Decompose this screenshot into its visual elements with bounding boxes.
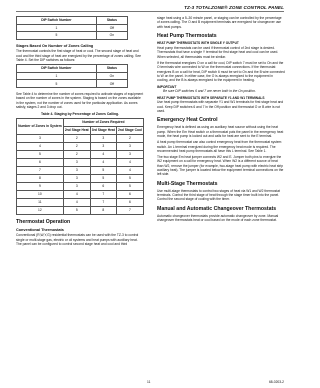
hp-single-y-text-2: If the thermostat energizes O on a call for cool, DIP switch 7 must be set to On and the O terminals wire connected to W on the thermostat connections. If the thermostat energizes B on a call for heat, DIP switch 6 must be set to On and the B wire connected to W on the panel. In either case, the O is always energized to the equipment in cooling, and the B is always energized to the equipment in heating.: [157, 61, 285, 83]
table-cell: 9: [17, 182, 64, 190]
table-cell: 4: [116, 166, 143, 174]
table-cell: 5: [17, 32, 97, 40]
table-cell: 7: [90, 198, 116, 206]
table-cell: 4: [90, 150, 116, 158]
right-intro-text: stage heat using a 5–30 minute panel, or staging can be controlled by the percentage of zones calling. The O and B equipment terminals are energized for changeover use with heat pumps.: [157, 16, 282, 29]
table-cell: 5: [116, 174, 143, 182]
table-cell: 3: [63, 174, 90, 182]
emergency-heat-text-3: The two stage Em heat jumper connects W2 and E. Jumper both pins to energize the W2 equipment on a call for emergency heat. When W2 is a different source of heat than W2, remove the jumper (for example, two-stage heat pump with electric heat strip auxiliary heat). The jumper is located below the equipment terminal connections on the left side.: [157, 155, 284, 177]
heat-pump-heading: Heat Pump Thermostats: [157, 32, 217, 39]
table-cell: 7: [17, 166, 64, 174]
table-row: [17, 182, 144, 190]
table-row: [17, 158, 144, 166]
table-cell: 8: [17, 174, 64, 182]
hp-separate-heading: HEAT PUMP THERMOSTATS WITH SEPARATE Y1 AND W1 TERMINALS: [157, 95, 265, 100]
table-cell: 3: [63, 166, 90, 174]
header-rule: [16, 11, 284, 12]
table-cell: 4: [90, 158, 116, 166]
table-cell: 7: [116, 206, 143, 214]
document-code: 68-0203-2: [268, 380, 284, 384]
table-cell: 3: [90, 135, 116, 143]
table-row: [17, 198, 144, 206]
page-header: [0, 0, 300, 14]
page-number: 11: [147, 380, 151, 384]
t4-col0-header: Number of Zones in System: [17, 119, 64, 135]
table4-intro: See Table 4 to determine the number of zones required to activate stages of equipment based on the number of zones in the system. Staging is based on the zones available in the system, not the number of zones used for the particular application. As zones satisfy, stages 2 and 3 drop out.: [16, 92, 144, 109]
table-row: [17, 32, 128, 40]
table-cell: 5: [90, 166, 116, 174]
right-column: [157, 16, 285, 224]
emergency-heat-heading: Emergency Heat Control: [157, 117, 218, 124]
table-row: [17, 150, 144, 158]
table-cell: 3: [63, 182, 90, 190]
table-cell: 3: [17, 135, 64, 143]
t4-header-2nd-heat: 2nd Stage Heat: [63, 127, 90, 135]
table-row: [17, 80, 128, 88]
dip2-header-status: Status: [96, 65, 127, 73]
thermostat-heading: Thermostat Operation: [16, 218, 71, 225]
table-cell: Off: [96, 24, 127, 32]
changeover-heading: Manual and Automatic Changeover Thermostats: [157, 205, 277, 212]
table-row: [17, 166, 144, 174]
dip1-header-status: Status: [96, 17, 127, 25]
staging-table-body: [17, 135, 144, 215]
t4-header-3rd-heat: 3rd Stage Heat: [90, 127, 116, 135]
table-cell: 6: [17, 158, 64, 166]
table-cell: 5: [63, 206, 90, 214]
table-cell: 6: [116, 190, 143, 198]
table-cell: 4: [63, 198, 90, 206]
table-cell: 4: [17, 142, 64, 150]
table-cell: 5: [17, 150, 64, 158]
table-cell: 5: [17, 80, 97, 88]
table-cell: 8: [90, 206, 116, 214]
staged-text: The thermostat controls the first stage of heat or cool. The second stage of heat and cool and the third stage of heat are energized by the percentage of zones calling. See Table 4. Set the DIP switches as follows:: [16, 49, 142, 62]
staged-heading: Stages Based On Number of Zones Calling: [16, 43, 94, 48]
table-cell: 10: [17, 190, 64, 198]
left-column: [16, 16, 144, 248]
table-cell: 2: [116, 135, 143, 143]
table-cell: 3: [116, 142, 143, 150]
table-row: [17, 142, 144, 150]
table-cell: On: [96, 72, 127, 80]
dip2-header-switch: DIP Switch Number: [17, 65, 97, 73]
header-title: TZ-3 TOTALZONE® ZONE CONTROL PANEL: [184, 5, 284, 10]
table-cell: 5: [116, 182, 143, 190]
table-cell: 7: [90, 190, 116, 198]
table-row: [17, 206, 144, 214]
table-cell: Off: [96, 80, 127, 88]
table-cell: 5: [90, 174, 116, 182]
table-cell: 3: [90, 142, 116, 150]
hp-single-y-text: Heat pump thermostats can be used if thermostat control of 2nd stage is desired. Thermostats that have a single Y terminal for first stage heat and cool can be used. When selected, all thermostats must be similar.: [157, 46, 279, 59]
t4-group-header: Number of Zones Required: [63, 119, 143, 127]
dip-switch-table-1: [16, 16, 128, 40]
table-cell: 1: [17, 72, 97, 80]
multi-stage-heading: Multi-Stage Thermostats: [157, 180, 218, 187]
changeover-text: Automatic changeover thermostats provide automatic changeover by zone. Manual changeover thermostats heat or cool based on the mode of each zone thermostat.: [157, 213, 279, 222]
table-row: [17, 72, 128, 80]
table-cell: 6: [116, 198, 143, 206]
table-row: [17, 174, 144, 182]
table-cell: 2: [63, 142, 90, 150]
important-label: IMPORTANT: [157, 84, 177, 89]
t4-header-2nd-cool: 2nd Stage Cool: [116, 127, 143, 135]
table-cell: 2: [63, 135, 90, 143]
dip1-header-switch: DIP Switch Number: [17, 17, 97, 25]
table-cell: 11: [17, 198, 64, 206]
table-cell: 12: [17, 206, 64, 214]
staging-table: [16, 118, 144, 215]
table-cell: 6: [90, 182, 116, 190]
multi-stage-text: Use multi-stage thermostats to control two stages of heat via W1 and W2 thermostat terminals. Control the third stage of heat through the stage timer built into the panel. Control the second stage of cooling with the timer.: [157, 188, 280, 202]
table-row: [17, 135, 144, 143]
table-row: [17, 24, 128, 32]
important-text: Be sure DIP switches 6 and 7 are never both in the On position.: [163, 88, 256, 93]
emergency-heat-text-2: A heat pump thermostat can also control emergency heat from the thermostat system switch. An L terminal energized during the emergency heat mode is required. The recommended heat pump thermostats all have this L terminal. See Table 1.: [157, 140, 282, 153]
table-cell: 3: [116, 150, 143, 158]
table-cell: 1: [17, 24, 97, 32]
table-cell: 3: [63, 158, 90, 166]
conventional-heading: Conventional Thermostats: [16, 227, 64, 232]
table4-caption: Table 4. Staging by Percentage of Zones Calling.: [40, 112, 120, 117]
table-cell: On: [96, 32, 127, 40]
table-cell: 4: [63, 190, 90, 198]
dip-switch-table-2: [16, 64, 128, 88]
table-cell: 4: [116, 158, 143, 166]
table-row: [17, 190, 144, 198]
emergency-heat-text: Emergency heat is defined as using an auxiliary heat source without using the heat pump. When the Em Heat switch or a thermostat puts the panel in the emergency heat mode, the heat pump is locked out and calls for heat are sent to the E terminal.: [157, 125, 284, 138]
conventional-text: Conventional (R,W,Y,G) residential thermostats can be used with the TZ-3 to control single or multi-stage gas, electric or oil systems and heat pumps with auxiliary heat. The panel can be configured to control second stage heat and cool and third: [16, 233, 139, 247]
hp-separate-text: Use heat pump thermostats with separate Y1 and W1 terminals for first stage heat and cool. Keep DIP switches 6 and 7 in the Off position and thermostat O or B wire is not used.: [157, 100, 284, 114]
hp-single-y-heading: HEAT PUMP THERMOSTATS WITH SINGLE Y OUTPUT: [157, 41, 239, 46]
table-cell: 2: [63, 150, 90, 158]
